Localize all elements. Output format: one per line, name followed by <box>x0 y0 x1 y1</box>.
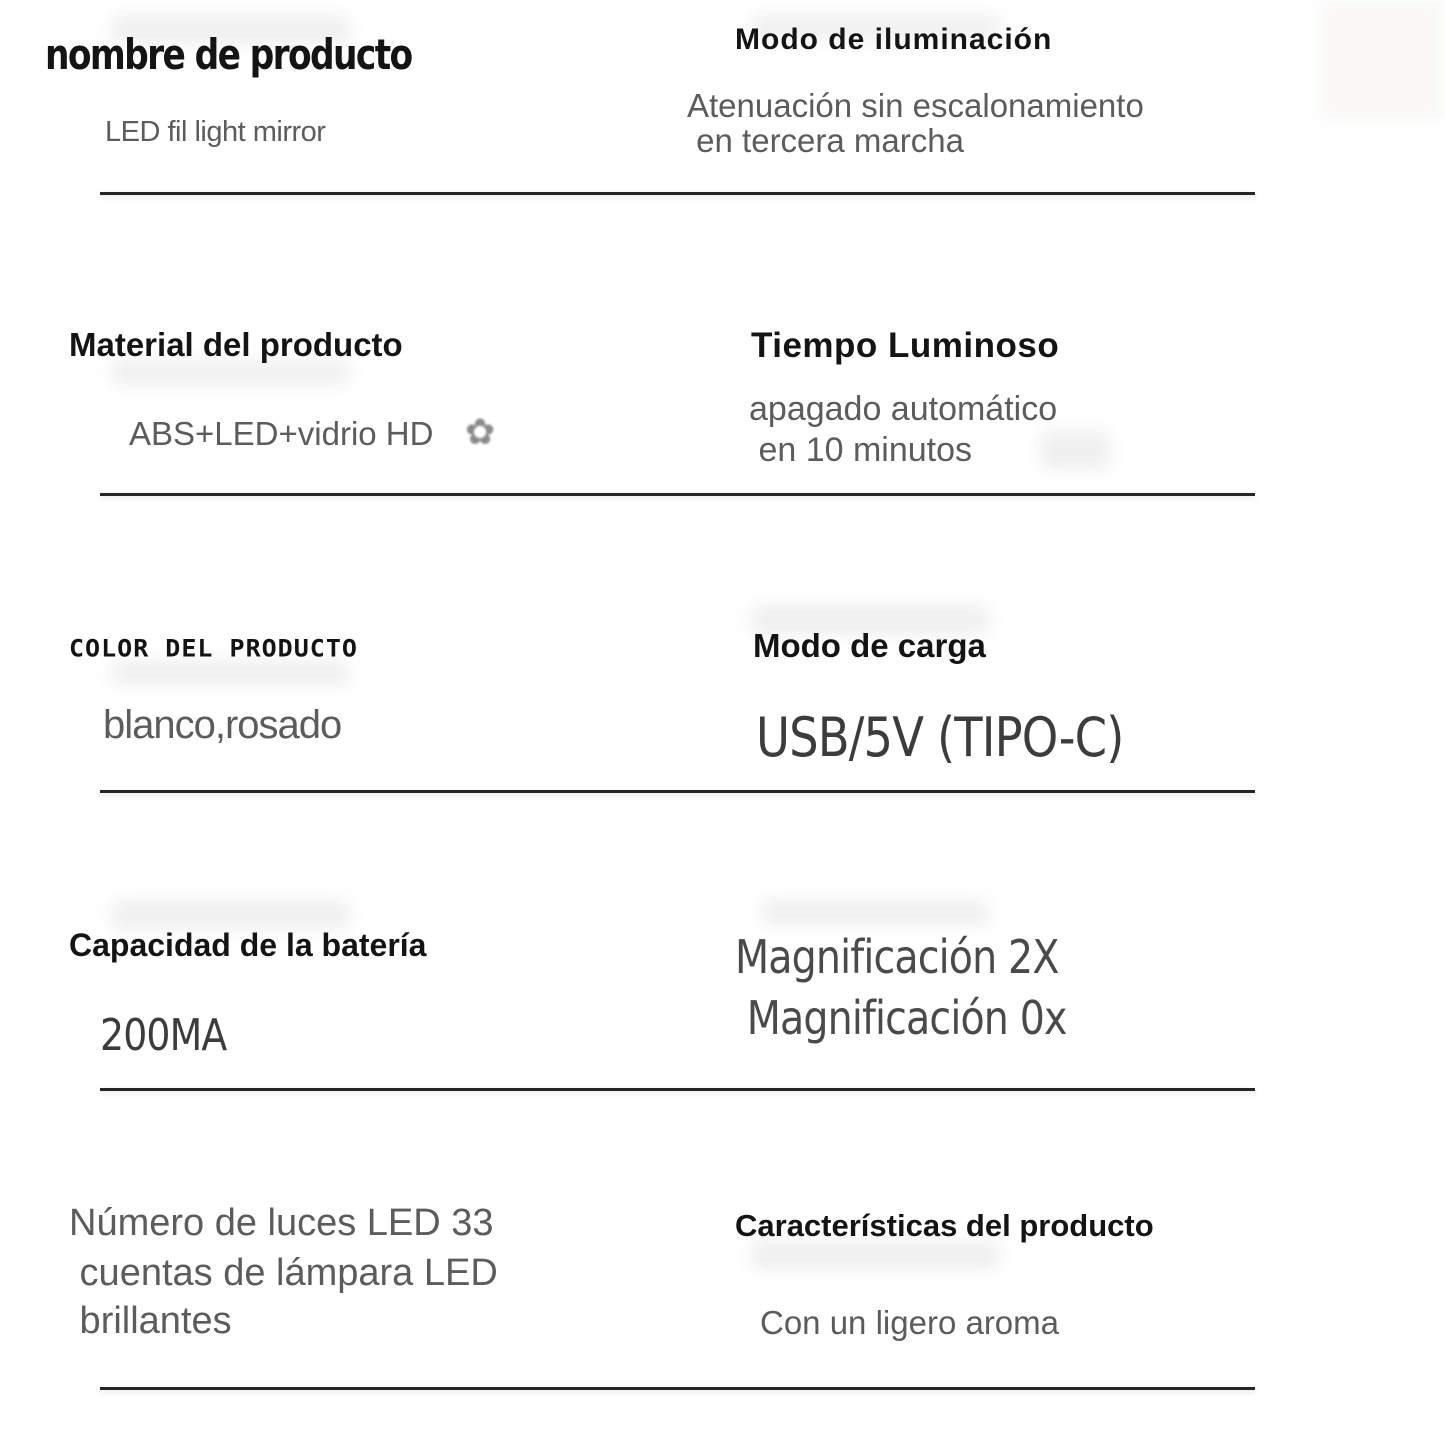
light-time-label: Tiempo Luminoso <box>751 326 1060 365</box>
lighting-mode-value-line1: Atenuación sin escalonamiento <box>687 87 1144 124</box>
led-count-value-line2: cuentas de lámpara LED <box>69 1252 498 1294</box>
charging-mode-value: USB/5V (TIPO-C) <box>756 706 1124 769</box>
features-value: Con un ligero aroma <box>760 1304 1059 1341</box>
features-label: Características del producto <box>735 1208 1154 1243</box>
led-count-value-line3: brillantes <box>69 1300 232 1342</box>
background-smudge <box>750 1240 1000 1270</box>
charging-mode-label: Modo de carga <box>753 627 986 664</box>
row-divider <box>100 192 1255 195</box>
battery-value: 200MA <box>100 1010 227 1061</box>
battery-label: Capacidad de la batería <box>69 927 427 963</box>
row-divider <box>100 1088 1255 1091</box>
background-smudge <box>1040 430 1110 470</box>
product-name-label: nombre de producto <box>45 30 412 79</box>
light-time-value-line1: apagado automático <box>749 390 1058 428</box>
color-value: blanco,rosado <box>103 703 342 747</box>
row-divider <box>100 790 1255 793</box>
color-label: COLOR DEL PRODUCTO <box>69 634 358 663</box>
product-name-value: LED fil light mirror <box>105 116 326 148</box>
smudge-mark: ✿ <box>465 412 496 453</box>
light-time-value-line2: en 10 minutos <box>749 431 973 469</box>
lighting-mode-label: Modo de iluminación <box>735 23 1053 56</box>
background-smudge <box>760 900 990 925</box>
magnification-value-line1: Magnificación 2X <box>735 930 1059 984</box>
row-divider <box>100 1387 1255 1390</box>
material-value: ABS+LED+vidrio HD <box>129 415 434 452</box>
background-smudge <box>1320 0 1445 120</box>
led-count-value-line1: Número de luces LED 33 <box>69 1202 494 1244</box>
magnification-value-line2: Magnificación 0x <box>735 991 1067 1045</box>
row-divider <box>100 493 1255 496</box>
material-label: Material del producto <box>69 326 403 363</box>
background-smudge <box>110 900 350 930</box>
background-smudge <box>110 660 350 685</box>
lighting-mode-value-line2: en tercera marcha <box>687 122 964 159</box>
